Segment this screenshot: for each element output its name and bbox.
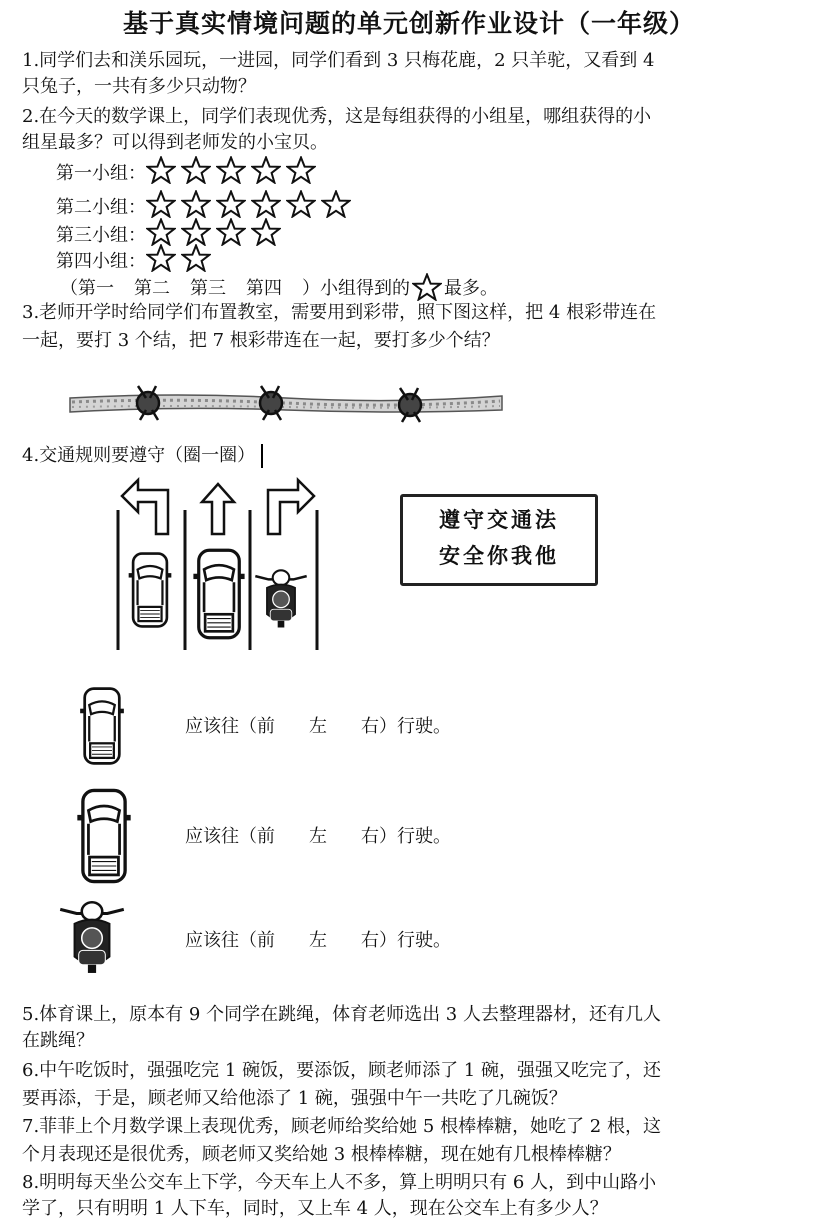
knot-icon [399, 388, 421, 422]
star-outline-icon [181, 244, 211, 272]
traffic-slogan-sign [400, 494, 598, 586]
star-row [146, 244, 216, 277]
text-cursor [261, 444, 263, 468]
star-outline-icon [251, 218, 281, 246]
direction-answer-3 [185, 926, 451, 952]
q3-line2: 一起，要打 3 个结，把 7 根彩带连在一起，要打多少个结？ [22, 330, 500, 351]
right-turn-arrow-icon [268, 480, 314, 534]
q1-line1: 1.同学们去和渼乐园玩，一进园，同学们看到 3 只梅花鹿，2 只羊驼，又看到 4 [22, 50, 655, 71]
answer-left[interactable]: 左 [309, 930, 327, 951]
star-outline-icon [146, 244, 176, 272]
option-group-3[interactable]: 第三 [190, 278, 226, 299]
motorcycle-icon [56, 893, 128, 975]
car-icon [72, 685, 132, 767]
group-row-2 [56, 192, 356, 220]
group-label: 第四小组： [56, 251, 146, 272]
motorcycle-icon [255, 570, 306, 627]
q5-line2: 在跳绳？ [22, 1030, 94, 1051]
answer-prefix[interactable]: 应该往（前 [185, 826, 275, 847]
q6-line1: 6.中午吃饭时，强强吃完 1 碗饭，要添饭，顾老师添了 1 碗，强强又吃完了，还 [22, 1060, 661, 1081]
q4-text: 4.交通规则要遵守（圈一圈） [22, 445, 256, 466]
page-title: 基于真实情境问题的单元创新作业设计（一年级） [122, 9, 695, 38]
star-outline-icon [412, 273, 442, 301]
star-outline-icon [181, 156, 211, 184]
option-suffix: ）小组得到的 [302, 278, 410, 299]
traffic-lanes-diagram [110, 470, 325, 655]
star-outline-icon [146, 190, 176, 218]
group-label: 第三小组： [56, 225, 146, 246]
q3-line1: 3.老师开学时给同学们布置教室，需要用到彩带，照下图这样，把 4 根彩带连在 [22, 302, 657, 323]
sign-line-1: 遵守交通法 [439, 507, 559, 532]
star-outline-icon [321, 190, 351, 218]
option-group-4[interactable]: 第四 [246, 278, 282, 299]
answer-left[interactable]: 左 [309, 826, 327, 847]
q6-line2: 要再添，于是，顾老师又给他添了 1 碗，强强中午一共吃了几碗饭？ [22, 1088, 567, 1109]
left-turn-arrow-icon [122, 480, 168, 534]
group-label: 第一小组： [56, 163, 146, 184]
answer-right[interactable]: 右）行驶。 [361, 716, 451, 737]
knot-icon [137, 386, 159, 420]
direction-answer-1 [185, 712, 451, 738]
q7-line2: 个月表现还是很优秀，顾老师又奖给她 3 根棒棒糖，现在她有几根棒棒糖？ [22, 1144, 621, 1165]
car-icon [66, 786, 142, 886]
star-outline-icon [146, 218, 176, 246]
star-outline-icon [286, 190, 316, 218]
knot-icon [260, 386, 282, 420]
ribbon-strip [70, 395, 502, 412]
direction-answer-2 [185, 822, 451, 848]
q5-line1: 5.体育课上，原本有 9 个同学在跳绳，体育老师选出 3 人去整理器材，还有几人 [22, 1004, 661, 1025]
option-group-1[interactable]: （第一 [60, 278, 114, 299]
group-row-4 [56, 246, 216, 274]
q2-answer-options [60, 273, 498, 301]
answer-left[interactable]: 左 [309, 716, 327, 737]
q8-line1: 8.明明每天坐公交车上下学，今天车上人不多，算上明明只有 6 人，到中山路小 [22, 1172, 657, 1193]
star-outline-icon [181, 190, 211, 218]
star-outline-icon [251, 190, 281, 218]
star-outline-icon [146, 156, 176, 184]
q4-line1 [22, 444, 263, 468]
star-outline-icon [286, 156, 316, 184]
q7-line1: 7.菲菲上个月数学课上表现优秀，顾老师给奖给她 5 根棒棒糖，她吃了 2 根，这 [22, 1116, 661, 1137]
q8-line2: 学了，只有明明 1 人下车，同时，又上车 4 人，现在公交车上有多少人？ [22, 1198, 608, 1219]
answer-right[interactable]: 右）行驶。 [361, 826, 451, 847]
star-outline-icon [251, 156, 281, 184]
car-icon [193, 550, 244, 637]
answer-prefix[interactable]: 应该往（前 [185, 930, 275, 951]
straight-arrow-icon [202, 484, 234, 534]
answer-right[interactable]: 右）行驶。 [361, 930, 451, 951]
car-icon [129, 554, 172, 627]
star-outline-icon [216, 190, 246, 218]
q2-line2: 组星最多？可以得到老师发的小宝贝。 [22, 132, 328, 153]
sign-line-2: 安全你我他 [439, 543, 559, 568]
q1-line2: 只兔子，一共有多少只动物？ [22, 76, 256, 97]
option-end: 最多。 [444, 278, 498, 299]
answer-prefix[interactable]: 应该往（前 [185, 716, 275, 737]
star-outline-icon [216, 156, 246, 184]
star-row [146, 156, 321, 189]
ribbon-knots-image [68, 376, 504, 426]
star-outline-icon [181, 218, 211, 246]
group-label: 第二小组： [56, 197, 146, 218]
star-outline-icon [216, 218, 246, 246]
option-group-2[interactable]: 第二 [134, 278, 170, 299]
group-row-1 [56, 158, 321, 186]
q2-line1: 2.在今天的数学课上，同学们表现优秀，这是每组获得的小组星，哪组获得的小 [22, 106, 652, 127]
